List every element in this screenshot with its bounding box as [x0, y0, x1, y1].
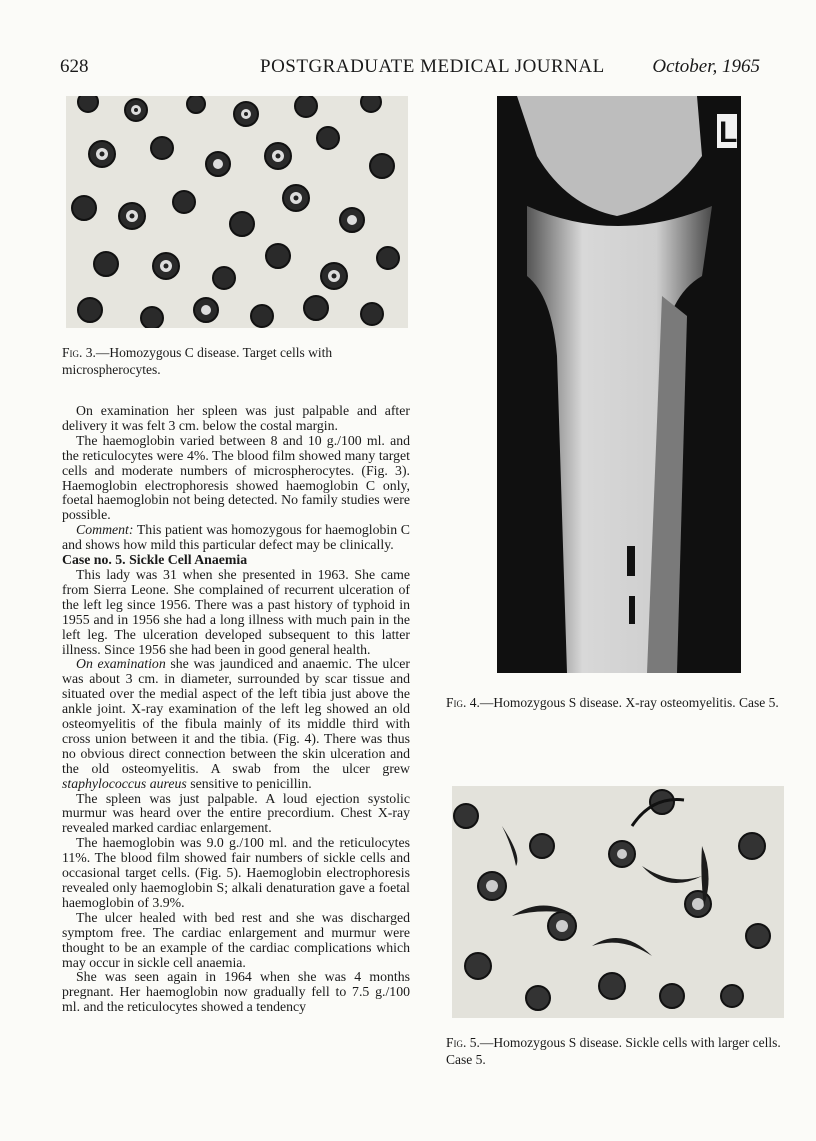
- figure-5-image: [452, 786, 784, 1018]
- comment-lead: Comment:: [76, 522, 134, 538]
- examination-lead: On examination: [76, 656, 166, 672]
- figure-4-caption: [446, 694, 794, 711]
- examination-text-b: sensitive to penicillin.: [186, 775, 312, 791]
- sickle-cells-micrograph: [452, 786, 784, 1018]
- examination-text-a: she was jaundiced and anaemic. The ulcer was about 3 cm. in diameter, surrounded by scar tissue and situated over the medial aspect of the left tibia just above the ankle joint. X-ray examination of the left leg showed an old osteomyelitis of the fibula mainly of its middle third with cross union between it and the tibia. (Fig. 4). There was thus no obvious direct connection between the skin ulceration and the old osteomyelitis. A swab from the ulcer grew: [62, 656, 410, 776]
- journal-title: POSTGRADUATE MEDICAL JOURNAL: [260, 56, 605, 77]
- figure-3-caption: [62, 344, 410, 378]
- paragraph-comment: [62, 523, 410, 553]
- paragraph-examination: [62, 657, 410, 791]
- paragraph-pregnancy: She was seen again in 1964 when she was 4 months pregnant. Her haemoglobin now gradually fell to 7.5 g./100 ml. and the reticulocytes showed a tendency: [62, 969, 410, 1015]
- paragraph-sickle-film: The haemoglobin was 9.0 g./100 ml. and the reticulocytes 11%. The blood film showed fair numbers of sickle cells and occasional target cells. (Fig. 5). Haemoglobin electrophoresis revealed only haemoglobin S; alkali denaturation gave a foetal haemoglobin of 3.9%.: [62, 835, 410, 910]
- paragraph-ulcer-healed: The ulcer healed with bed rest and she was discharged symptom free. The cardiac enlargement and murmur were thought to be an example of the cardiac complications which may occur in sickle cell anaemia.: [62, 909, 410, 970]
- figure-3-label: Fig. 3.: [62, 345, 96, 360]
- figure-5-caption: [446, 1034, 794, 1068]
- figure-4-image: [497, 96, 741, 673]
- figure-5-text: —Homozygous S disease. Sickle cells with larger cells. Case 5.: [446, 1035, 781, 1067]
- organism-name: staphylococcus aureus: [62, 775, 187, 791]
- paragraph-spleen: On examination her spleen was just palpable and after delivery it was felt 3 cm. below the costal margin.: [62, 403, 410, 433]
- issue-date: October, 1965: [652, 56, 760, 77]
- target-cells-micrograph: [66, 96, 408, 328]
- leg-xray: [497, 96, 741, 673]
- figure-3-image: [66, 96, 408, 328]
- figure-4-text: —Homozygous S disease. X-ray osteomyelitis. Case 5.: [479, 695, 779, 710]
- case-heading: Case no. 5. Sickle Cell Anaemia: [62, 552, 248, 568]
- running-header: [60, 56, 760, 80]
- comment-text: This patient was homozygous for haemoglobin C and shows how mild this particular defect may be clinically.: [62, 522, 410, 553]
- paragraph-haemoglobin: The haemoglobin varied between 8 and 10 g./100 ml. and the reticulocytes were 4%. The blood film showed many target cells and moderate numbers of microspherocytes. (Fig. 3). Haemoglobin electrophoresis showed haemoglobin C only, foetal haemoglobin not being detected. No family studies were possible.: [62, 432, 410, 523]
- xray-side-marker: L: [719, 116, 738, 149]
- figure-3-text: —Homozygous C disease. Target cells with microspherocytes.: [62, 345, 333, 377]
- page-number: 628: [60, 56, 89, 77]
- figure-4-label: Fig. 4.: [446, 695, 480, 710]
- figure-5-label: Fig. 5.: [446, 1035, 480, 1050]
- paragraph-history: This lady was 31 when she presented in 1963. She came from Sierra Leone. She complained of recurrent ulceration of the left leg since 1956. There was a past history of typhoid in 1955 and in 1956 she had a long illness with much pain in the left leg. The ulceration developed subsequent to this latter illness. Since 1956 she had been in good general health.: [62, 566, 410, 657]
- body-column: [62, 404, 410, 1015]
- paragraph-spleen-murmur: The spleen was just palpable. A loud ejection systolic murmur was heard over the entire precordium. Chest X-ray revealed marked cardiac enlargement.: [62, 790, 410, 836]
